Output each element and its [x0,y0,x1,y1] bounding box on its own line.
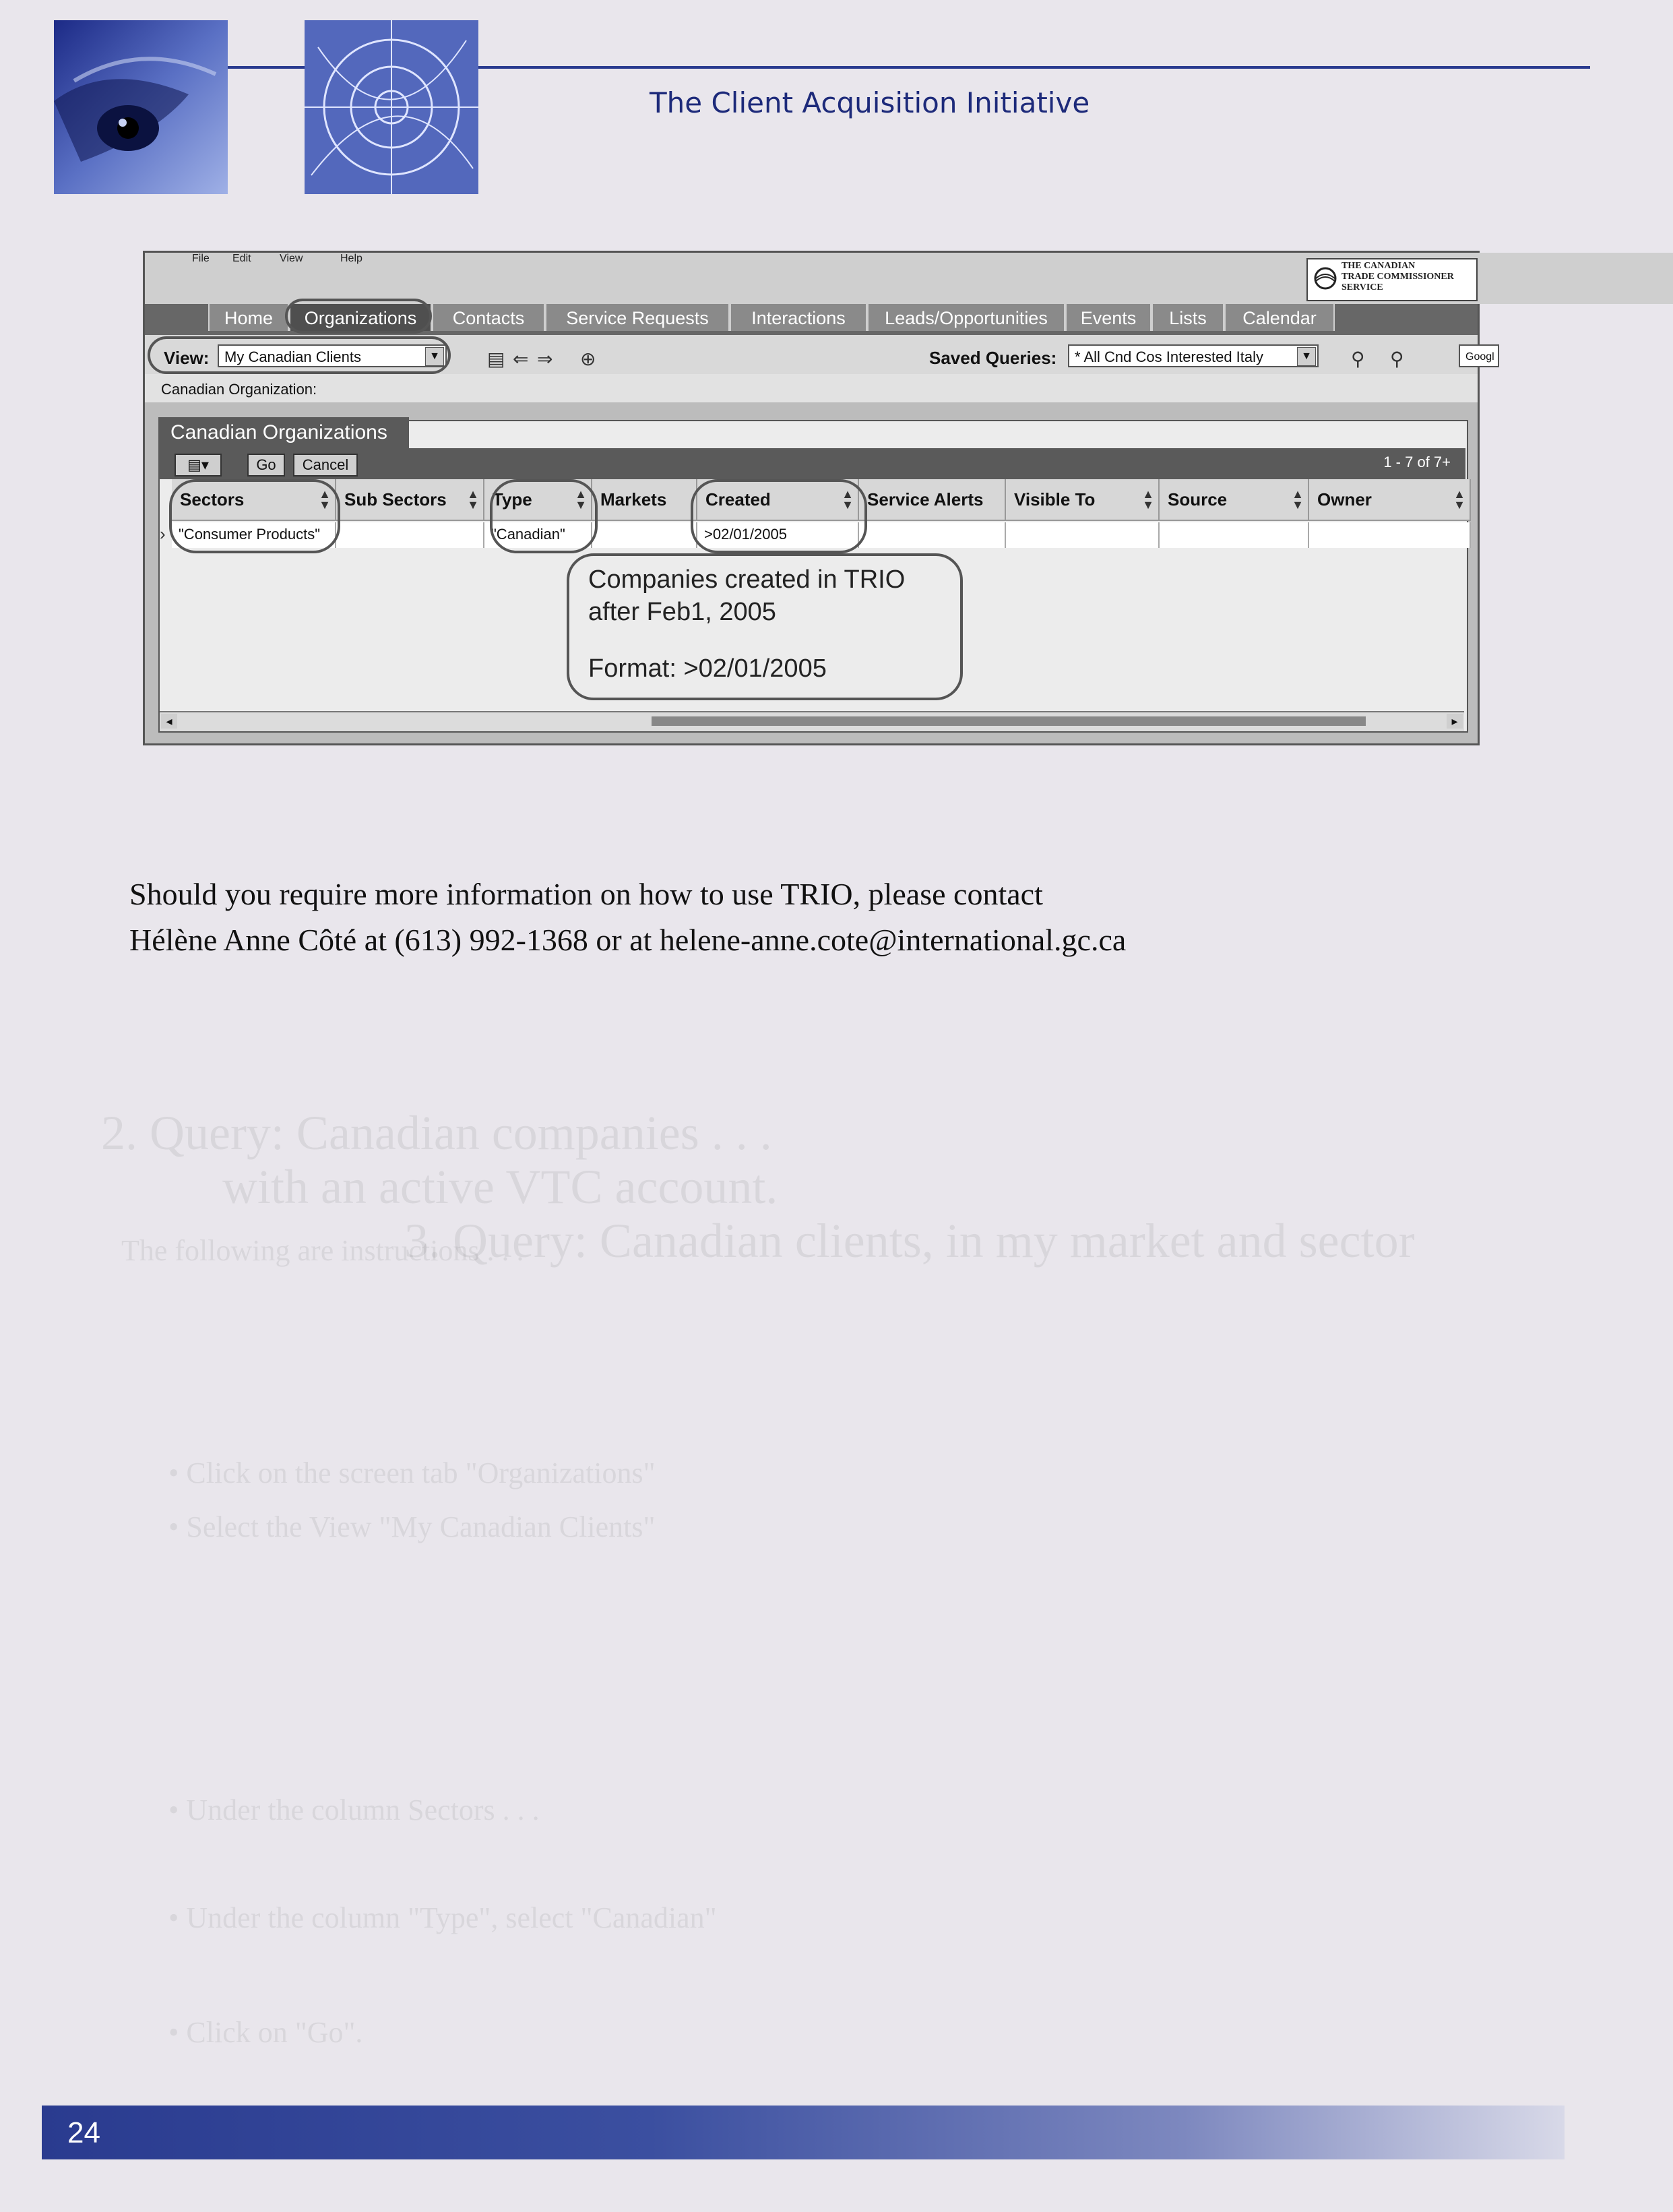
scrollbar-thumb[interactable] [652,716,1366,726]
callout-box [567,553,963,700]
footer-bar [42,2106,1565,2159]
trio-screenshot [143,251,1494,745]
logo-text-line: SERVICE [1341,282,1383,293]
scroll-left-icon[interactable]: ◂ [161,714,177,729]
query-cell-visible-to[interactable] [1006,522,1160,548]
applet-menu-button[interactable]: ▤▾ [175,454,222,477]
column-header-owner[interactable] [1309,479,1471,521]
column-label: Created [705,489,771,510]
header-rule [228,66,305,69]
column-header-service-alerts[interactable] [859,479,1006,521]
bleed-through-text: with an active VTC account. [222,1160,778,1214]
saved-queries-value: * All Cnd Cos Interested Italy [1075,348,1264,365]
column-label: Markets [600,489,667,510]
highlight-created [691,479,867,553]
column-header-visible-to[interactable] [1006,479,1160,521]
logo-text-line: THE CANADIAN [1341,261,1416,271]
query-cell-markets[interactable] [592,522,697,548]
document-title: The Client Acquisition Initiative [650,86,1090,119]
column-label: Visible To [1014,489,1096,510]
query-cell-owner[interactable] [1309,522,1471,548]
callout-line: Companies created in TRIO [588,565,906,594]
search-icon[interactable]: ⚲ [1351,348,1365,369]
sort-arrows-icon[interactable]: ▲ ▼ [467,487,479,512]
page-number: 24 [67,2116,100,2149]
tab-contacts[interactable]: Contacts [432,303,545,331]
query-cell-sectors[interactable]: "Consumer Products" [172,522,336,548]
bleed-through-text: • Click on "Go". [168,2016,363,2049]
header-eye-image [54,20,228,194]
highlight-view [148,336,451,374]
row-indicator-icon: › [160,524,166,544]
tab-calendar[interactable]: Calendar [1224,303,1335,331]
saved-queries-select[interactable] [1068,344,1319,367]
header-globe-image [305,20,478,194]
view-select-value: My Canadian Clients [224,348,361,365]
column-label: Sectors [180,489,245,510]
tab-service-requests[interactable]: Service Requests [545,303,730,331]
menu-file[interactable]: File [192,253,1525,304]
column-label: Service Alerts [867,489,984,510]
scroll-right-icon[interactable]: ▸ [1447,714,1463,729]
column-label: Type [493,489,532,510]
bleed-through-text: 3. Query: Canadian clients, in my market and sector [404,1214,1415,1268]
header-rule [478,66,1590,69]
column-label: Owner [1317,489,1372,510]
menu-help[interactable]: Help [340,253,1673,304]
contact-line-1: Should you require more information on how to use TRIO, please contact [129,877,1043,911]
sub-header [145,374,1478,402]
canadian-organization-label: Canadian Organization: [161,381,317,398]
chevron-down-icon[interactable]: ▼ [1297,347,1316,366]
query-cell-created[interactable]: >02/01/2005 [697,522,859,548]
column-label: Sub Sectors [344,489,447,510]
highlight-sectors [169,479,340,553]
saved-queries-label: Saved Queries: [929,348,1057,368]
tcs-logo [1306,258,1478,301]
sort-arrows-icon[interactable]: ▲ ▼ [842,487,854,512]
bleed-through-text: 2. Query: Canadian companies . . . [101,1106,772,1160]
sort-arrows-icon[interactable]: ▲ ▼ [319,487,331,512]
tab-leads-opportunities[interactable]: Leads/Opportunities [867,303,1065,331]
query-icon[interactable]: ▤ [487,348,505,369]
forward-arrow-icon[interactable]: ⇒ [537,348,553,369]
search-icon[interactable]: ⚲ [1390,348,1404,369]
column-header-source[interactable] [1160,479,1309,521]
query-cell-type[interactable]: "Canadian" [484,522,592,548]
menu-edit[interactable]: Edit [232,253,1565,304]
sort-arrows-icon[interactable]: ▲ ▼ [1142,487,1154,512]
tab-organizations[interactable]: Organizations [289,303,432,331]
callout-line: after Feb1, 2005 [588,598,776,626]
bleed-through-text: The following are instructions . . . [121,1234,524,1267]
record-counter: 1 - 7 of 7+ [1383,454,1451,470]
search-input[interactable]: Googl [1459,344,1499,367]
column-header-sub-sectors[interactable] [336,479,484,521]
sort-arrows-icon[interactable]: ▲ ▼ [1292,487,1304,512]
view-label: View: [164,348,210,368]
sort-arrows-icon[interactable]: ▲ ▼ [1453,487,1465,512]
chevron-down-icon[interactable]: ▼ [425,347,444,366]
back-arrow-icon[interactable]: ⇐ [513,348,529,369]
globe-icon[interactable]: ⊕ [580,348,596,369]
callout-line: Format: >02/01/2005 [588,654,827,683]
applet-title: Canadian Organizations [158,417,409,448]
menu-view[interactable]: View [280,253,1612,304]
go-button[interactable]: Go [247,454,285,477]
tab-home[interactable]: Home [208,303,289,331]
query-cell-sub-sectors[interactable] [336,522,484,548]
bleed-through-text: • Under the column Sectors . . . [168,1793,540,1826]
highlight-organizations-tab [285,299,432,334]
sort-arrows-icon[interactable]: ▲ ▼ [575,487,587,512]
tab-interactions[interactable]: Interactions [730,303,867,331]
column-header-markets[interactable] [592,479,697,521]
column-label: Source [1168,489,1228,510]
bleed-through-text: • Click on the screen tab "Organizations" [168,1456,656,1489]
tab-lists[interactable]: Lists [1151,303,1224,331]
horizontal-scrollbar[interactable] [160,711,1464,731]
tab-events[interactable]: Events [1065,303,1151,331]
query-cell-source[interactable] [1160,522,1309,548]
query-cell-service-alerts[interactable] [859,522,1006,548]
cancel-button[interactable]: Cancel [293,454,358,477]
bleed-through-text: • Select the View "My Canadian Clients" [168,1510,656,1543]
logo-text-line: TRADE COMMISSIONER [1341,272,1454,282]
tcs-logo-icon [1313,266,1337,290]
highlight-type [490,479,598,553]
contact-line-2: Hélène Anne Côté at (613) 992-1368 or at helene-anne.cote@international.gc.ca [129,923,1127,957]
bleed-through-text: • Under the column "Type", select "Canadian" [168,1901,717,1934]
